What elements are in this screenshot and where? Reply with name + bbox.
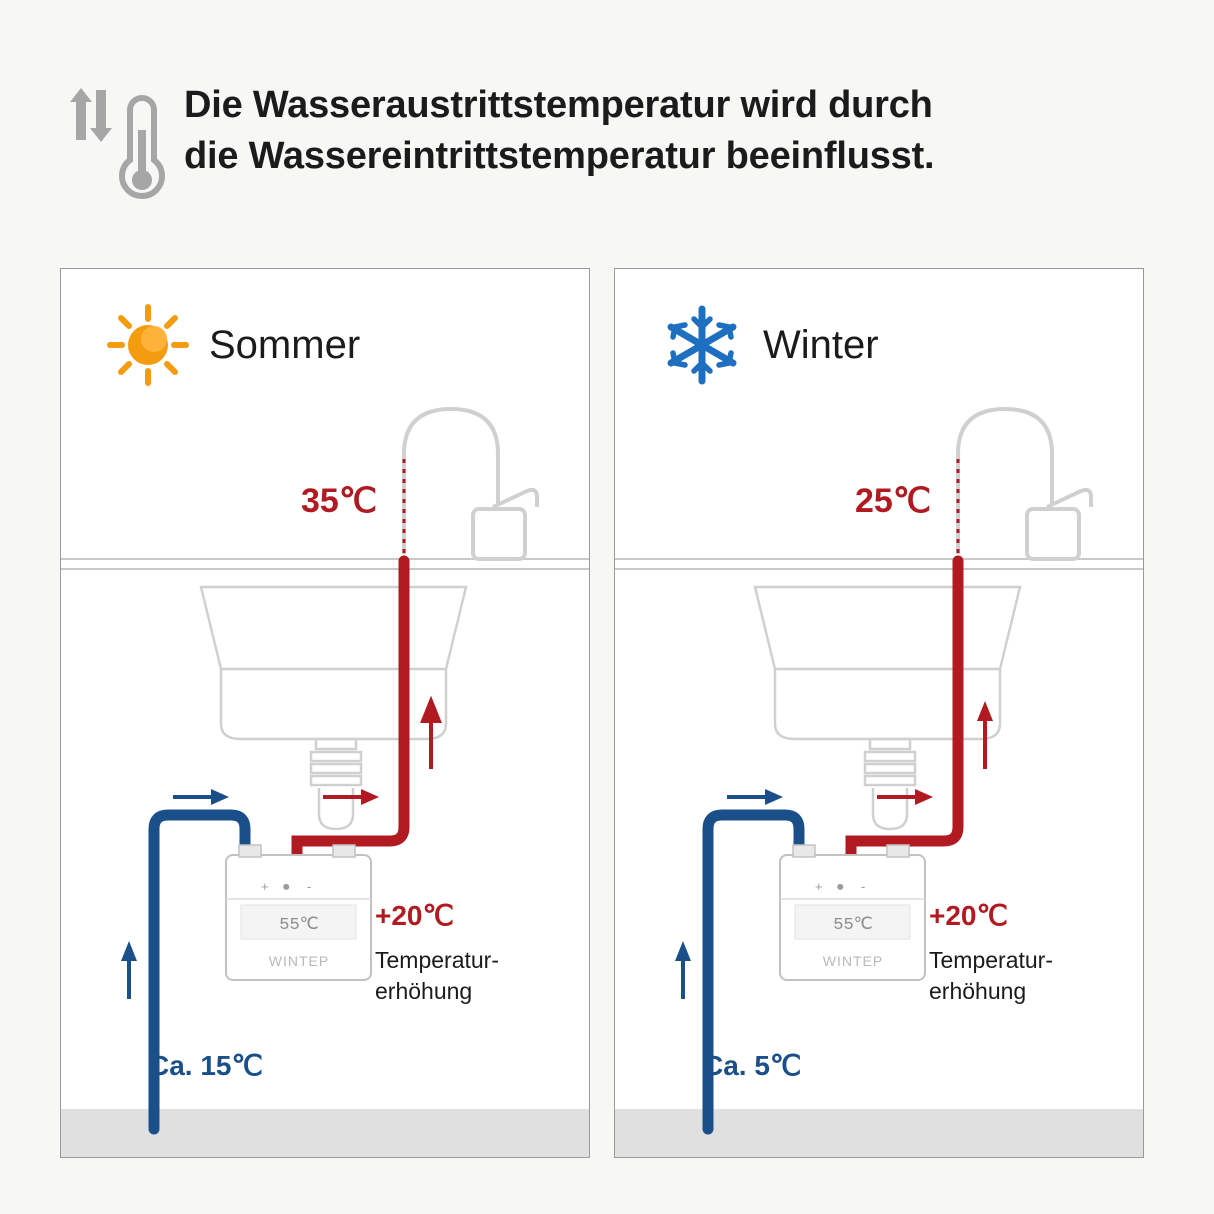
- hot-flow-arrow-horizontal: [323, 789, 379, 805]
- svg-text:+: +: [261, 879, 269, 894]
- inlet-temperature-winter: Ca. 5℃: [703, 1050, 802, 1081]
- faucet: [958, 409, 1091, 559]
- device-display-value: 55℃: [279, 916, 319, 935]
- season-label-sommer: Sommer: [209, 322, 361, 367]
- device-brand: WINTEP: [268, 953, 330, 969]
- plumbing-diagram-winter: [615, 269, 1144, 1158]
- increase-temperature-sommer: +20℃: [375, 900, 454, 931]
- water-heater-device: [780, 845, 925, 980]
- increase-caption-line-2: erhöhung: [375, 978, 473, 1005]
- outlet-temperature-winter: 25℃: [855, 482, 932, 520]
- panel-sommer: [60, 268, 590, 1158]
- page-title-line-1: Die Wasseraustrittstemperatur wird durch: [184, 84, 933, 126]
- svg-text:-: -: [861, 879, 866, 894]
- device-brand: WINTEP: [822, 953, 884, 969]
- floor-strip: [615, 1109, 1144, 1158]
- increase-caption-line-1: Temperatur-: [375, 947, 499, 973]
- device-display-value: 55℃: [833, 916, 873, 935]
- increase-caption-line-2: erhöhung: [929, 978, 1027, 1005]
- svg-text:⏺: ⏺: [837, 879, 844, 894]
- page-title-line-2: die Wassereintrittstemperatur beeinflusst.: [184, 135, 935, 178]
- faucet: [404, 409, 537, 559]
- svg-text:⏺: ⏺: [283, 879, 290, 894]
- svg-text:-: -: [307, 879, 312, 894]
- increase-caption-line-1: Temperatur-: [929, 947, 1053, 973]
- outlet-temperature-sommer: 35℃: [301, 482, 378, 520]
- hot-water-pipe: [297, 561, 404, 855]
- hot-flow-arrow-vertical: [423, 701, 439, 769]
- page-title: [184, 80, 934, 183]
- hot-water-pipe: [851, 561, 958, 855]
- svg-text:+: +: [815, 879, 823, 894]
- cold-flow-arrow-vertical: [675, 941, 691, 999]
- inlet-temperature-sommer: Ca. 15℃: [149, 1050, 263, 1081]
- panel-winter: [614, 268, 1144, 1158]
- plumbing-diagram-sommer: [61, 269, 590, 1158]
- hot-flow-arrow-horizontal: [877, 789, 933, 805]
- increase-temperature-winter: +20℃: [929, 900, 1008, 931]
- cold-flow-arrow-horizontal: [727, 789, 783, 805]
- floor-strip: [61, 1109, 590, 1158]
- sink-basin: [755, 587, 1020, 829]
- water-heater-device: [226, 845, 371, 980]
- cold-flow-arrow-horizontal: [173, 789, 229, 805]
- thermometer-arrows-icon: [62, 80, 172, 223]
- header: [0, 80, 1214, 223]
- hot-flow-arrow-vertical: [977, 701, 993, 769]
- cold-flow-arrow-vertical: [121, 941, 137, 999]
- season-label-winter: Winter: [763, 322, 879, 367]
